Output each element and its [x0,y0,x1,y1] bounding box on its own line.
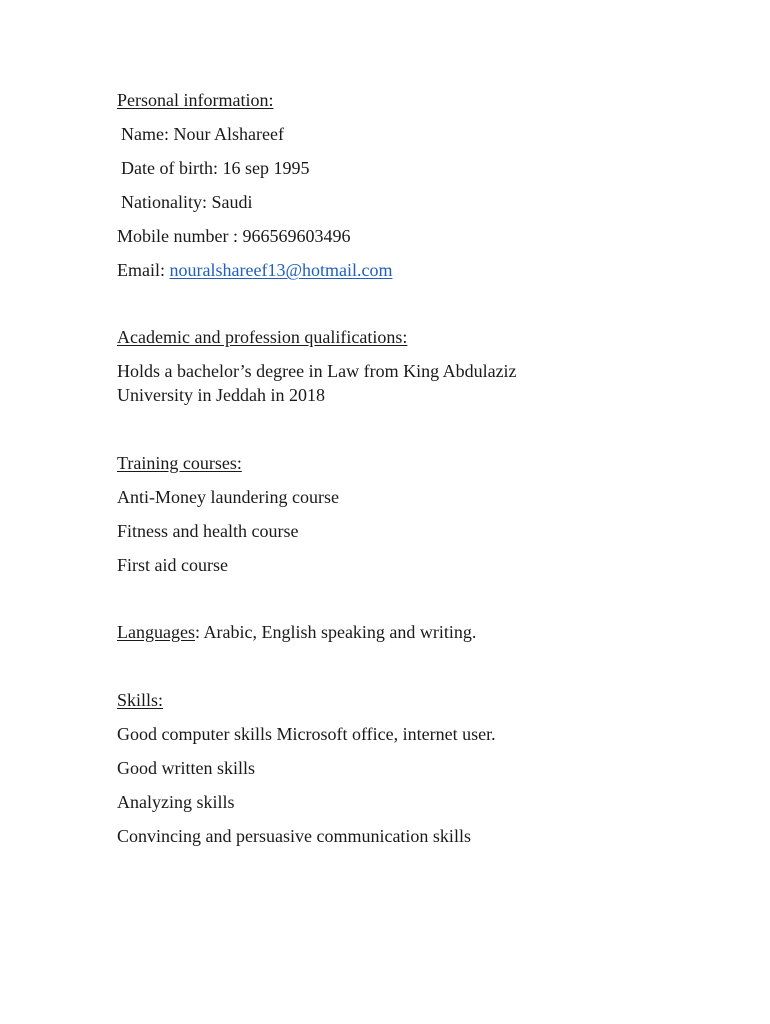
training-item: Anti-Money laundering course [117,487,339,507]
name-line: Name: Nour Alshareef [121,124,284,144]
languages-heading: Languages [117,622,195,642]
skill-item: Good computer skills Microsoft office, internet user. [117,724,496,744]
training-item: Fitness and health course [117,521,299,541]
training-heading: Training courses: [117,453,242,473]
email-link[interactable]: nouralshareef13@hotmail.com [169,260,393,280]
skills-heading: Skills: [117,690,164,710]
email-label: Email: [117,260,170,280]
academic-line-2: University in Jeddah in 2018 [117,385,325,405]
training-item: First aid course [117,555,228,575]
languages-line [117,621,476,643]
dob-line: Date of birth: 16 sep 1995 [121,158,310,178]
skill-item: Convincing and persuasive communication skills [117,826,471,846]
languages-text: : Arabic, English speaking and writing. [194,622,477,642]
academic-text [117,359,637,407]
skill-item: Analyzing skills [117,792,235,812]
nationality-line: Nationality: Saudi [121,192,253,212]
personal-heading: Personal information: [117,90,274,110]
email-line [117,259,393,281]
skill-item: Good written skills [117,758,255,778]
academic-line-1: Holds a bachelor’s degree in Law from King Abdulaziz [117,361,517,381]
academic-heading: Academic and profession qualifications: [117,327,408,347]
mobile-line: Mobile number : 966569603496 [117,226,351,246]
